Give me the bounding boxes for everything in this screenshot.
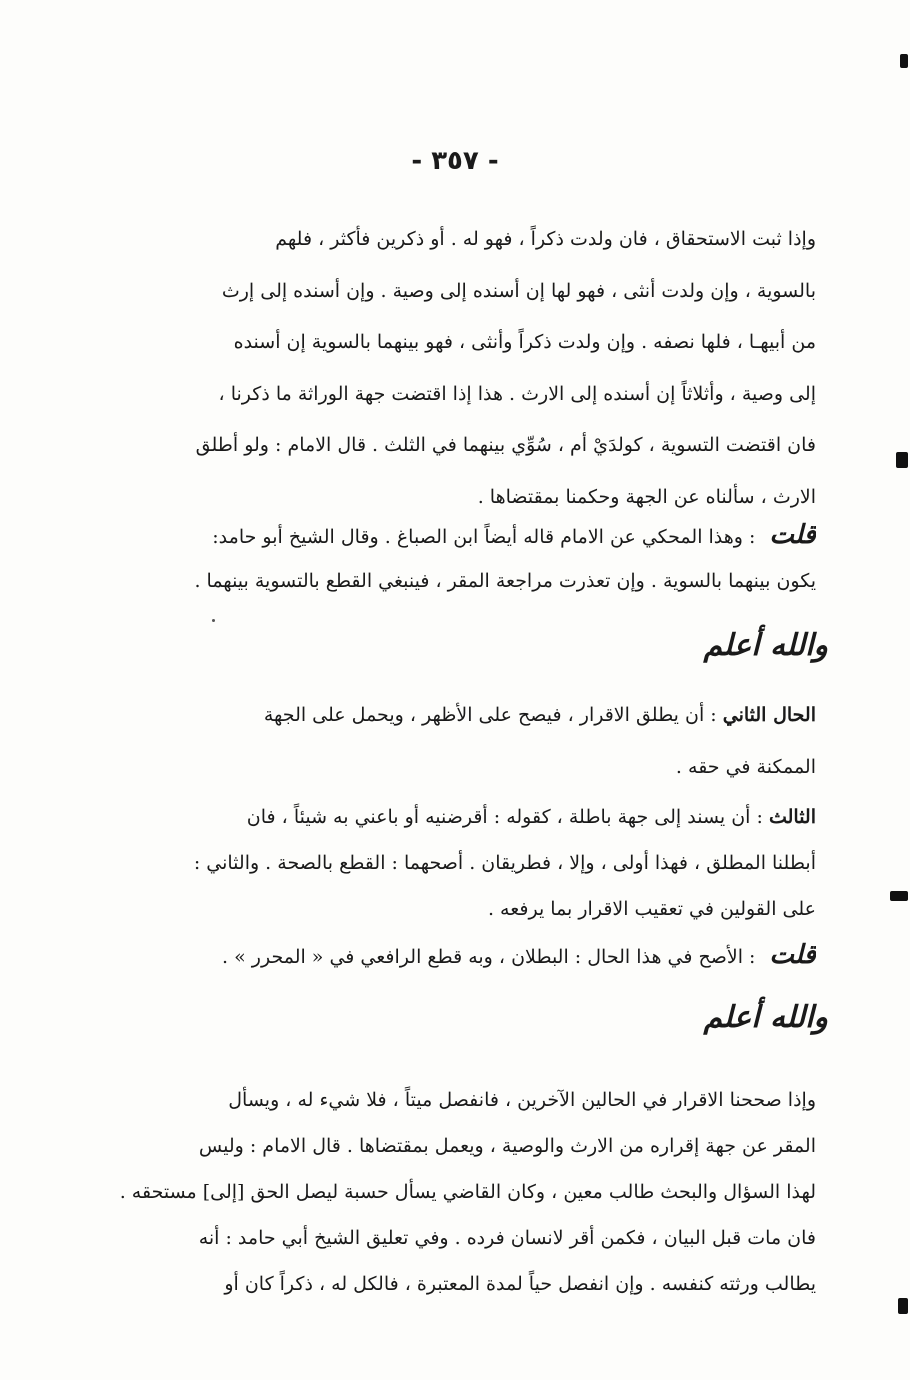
text-line: المقر عن جهة إقراره من الارث والوصية ، ويعمل بمقتضاها . قال الامام : وليس [198,1135,816,1157]
note-label: قلت [769,520,816,550]
note-line [100,930,816,982]
paragraph-validated [100,1077,816,1307]
text-line: الممكنة في حقه . [675,755,816,778]
note-line: يكون بينهما بالسوية . وإن تعذرت مراجعة المقر ، فينبغي القطع بالتسوية بينهما . [194,570,816,592]
text-line: يطالب ورثته كنفسه . وإن انفصل حياً لمدة المعتبرة ، فالكل له ، ذكراً كان أو [224,1273,816,1295]
text-line: أبطلنا المطلق ، فهذا أولى ، وإلا ، فطريقان . أصحهما : القطع بالصحة . والثاني : [193,852,816,874]
text-line: الارث ، سألناه عن الجهة وحكمنا بمقتضاها . [477,485,816,508]
note-qult-2 [100,930,816,982]
text-line: فان اقتضت التسوية ، كولدَيْ أم ، سُوِّي بينهما في الثلث . قال الامام : ولو أطلق [195,434,816,456]
text-line [100,794,816,840]
text-line: بالسوية ، وإن ولدت أنثى ، فهو لها إن أسنده إلى وصية . وإن أسنده إلى إرث [221,279,816,302]
paragraph-istihqaq [100,214,816,523]
text-line: من أبيهـا ، فلها نصفه . وإن ولدت ذكراً وأنثى ، فهو بينهما بالسوية إن أسنده [233,331,816,353]
scan-margin-mark [890,891,908,901]
text-line: لهذا السؤال والبحث طالب معين ، وكان القاضي يسأل حسبة ليصل الحق [إلى] مستحقه . [119,1181,816,1203]
scan-margin-mark [900,54,908,68]
page-number: - ٣٥٧ - [411,146,499,176]
paragraph-third-state [100,794,816,932]
text-line: إلى وصية ، وأثلاثاً إن أسنده إلى الارث . هذا إذا اقتضت جهة الوراثة ما ذكرنا ، [218,382,816,405]
text-line [100,690,816,742]
text-run: : أن يطلق الاقرار ، فيصح على الأظهر ، ويحمل على الجهة [263,704,717,726]
text-line: على القولين في تعقيب الاقرار بما يرفعه . [487,898,816,920]
note-label: قلت [769,940,816,970]
text-run: : أن يسند إلى جهة باطلة ، كقوله : أقرضنيه أو باعني به شيئاً ، فان [246,806,763,828]
paragraph-second-state [100,690,816,793]
heading-lead: الثالث [768,806,816,828]
note-text: : الأصح في هذا الحال : البطلان ، وبه قطع الرافعي في « المحرر » . [222,946,756,968]
text-line: وإذا ثبت الاستحقاق ، فان ولدت ذكراً ، فهو له . أو ذكرين فأكثر ، فلهم [275,228,816,250]
scan-margin-mark [896,452,908,468]
scan-margin-mark [898,1298,908,1314]
text-line: فان مات قبل البيان ، فكمن أقر لانسان فرده . وفي تعليق الشيخ أبي حامد : أنه [198,1227,816,1249]
heading-lead: الحال الثاني [722,704,816,726]
note-line [100,512,816,558]
note-qult-1 [100,512,816,604]
note-text: : وهذا المحكي عن الامام قاله أيضاً ابن الصباغ . وقال الشيخ أبو حامد: [212,526,756,548]
closing-formula: والله أعلم [703,1000,828,1035]
text-line: وإذا صححنا الاقرار في الحالين الآخرين ، فانفصل ميتاً ، فلا شيء له ، ويسأل [228,1089,816,1111]
closing-formula: والله أعلم [703,628,828,663]
ink-speck [212,619,215,622]
